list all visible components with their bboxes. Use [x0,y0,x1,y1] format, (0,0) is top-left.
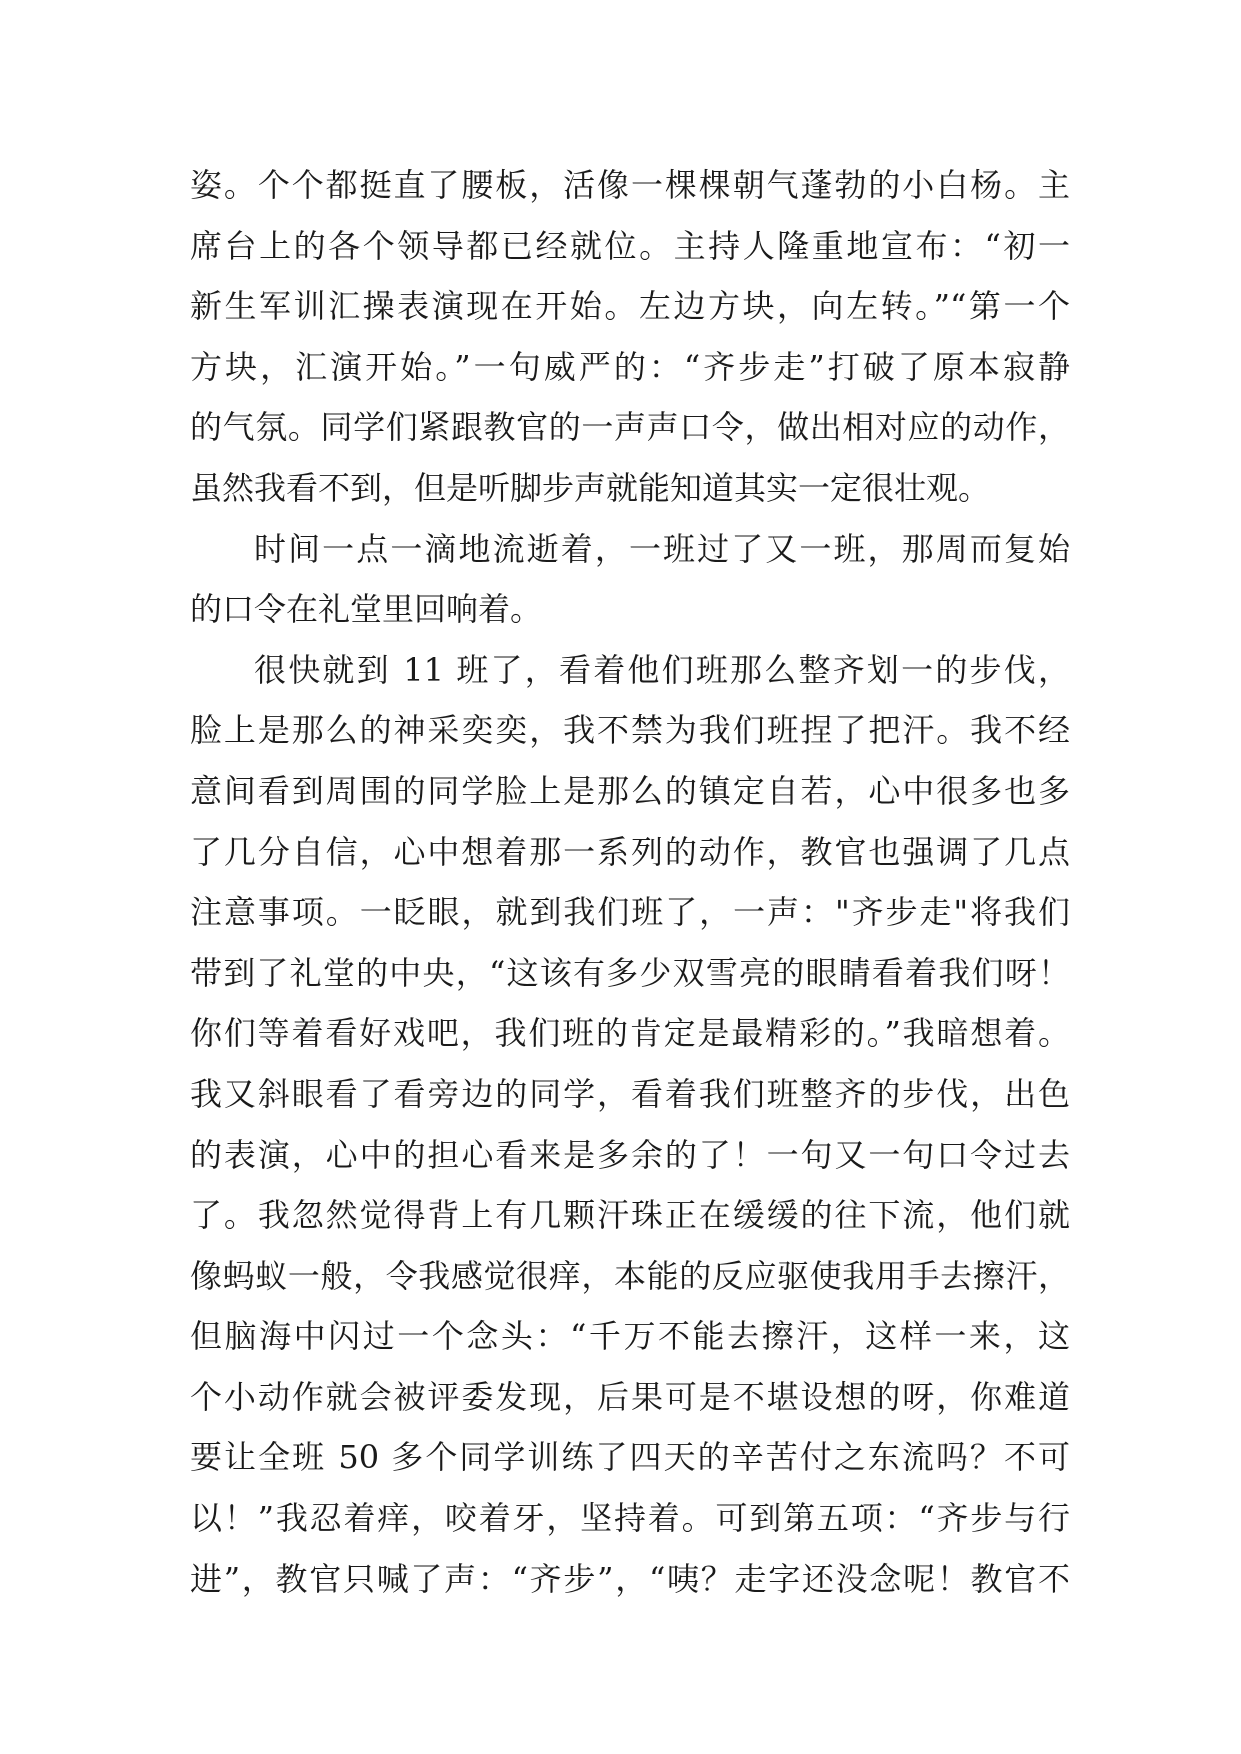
text-line: 意间看到周围的同学脸上是那么的镇定自若，心中很多也多 [190,771,1070,810]
text-line: 注意事项。一眨眼，就到我们班了，一声："齐步走"将我们 [190,893,1070,932]
text-line: 进”，教官只喊了声：“齐步”，“咦？走字还没念呢！教官不 [190,1559,1070,1598]
text-line: 脸上是那么的神采奕奕，我不禁为我们班捏了把汗。我不经 [190,711,1070,750]
text-line: 虽然我看不到，但是听脚步声就能知道其实一定很壮观。 [190,468,991,507]
text-line: 的表演，心中的担心看来是多余的了！一句又一句口令过去 [190,1135,1070,1174]
text-line: 像蚂蚁一般，令我感觉很痒，本能的反应驱使我用手去擦汗， [190,1256,1070,1295]
text-line: 了几分自信，心中想着那一系列的动作，教官也强调了几点 [190,832,1070,871]
text-line: 我又斜眼看了看旁边的同学，看着我们班整齐的步伐，出色 [190,1074,1070,1113]
text-line: 了。我忽然觉得背上有几颗汗珠正在缓缓的往下流，他们就 [190,1196,1070,1235]
text-line: 席台上的各个领导都已经就位。主持人隆重地宣布：“初一 [190,226,1070,265]
text-line: 时间一点一滴地流逝着，一班过了又一班，那周而复始 [254,529,1070,568]
text-line: 姿。个个都挺直了腰板，活像一棵棵朝气蓬勃的小白杨。主 [190,166,1070,204]
text-line: 带到了礼堂的中央，“这该有多少双雪亮的眼睛看着我们呀！ [190,953,1070,992]
text-line: 但脑海中闪过一个念头：“千万不能去擦汗，这样一来，这 [190,1317,1070,1356]
text-line: 的口令在礼堂里回响着。 [190,590,543,629]
text-line: 方块，汇演开始。”一句威严的：“齐步走”打破了原本寂静 [190,347,1070,386]
text-line: 个小动作就会被评委发现，后果可是不堪设想的呀，你难道 [190,1377,1070,1416]
body-text [190,155,1070,1609]
text-line: 新生军训汇操表演现在开始。左边方块，向左转。”“第一个 [190,287,1070,326]
text-line: 很快就到 11 班了，看着他们班那么整齐划一的步伐， [254,650,1070,689]
text-line: 的气氛。同学们紧跟教官的一声声口令，做出相对应的动作， [190,408,1070,447]
text-line: 要让全班 50 多个同学训练了四天的辛苦付之东流吗？不可 [190,1438,1070,1477]
text-line: 你们等着看好戏吧，我们班的肯定是最精彩的。”我暗想着。 [190,1014,1070,1053]
text-line: 以！”我忍着痒，咬着牙，坚持着。可到第五项：“齐步与行 [190,1499,1070,1538]
